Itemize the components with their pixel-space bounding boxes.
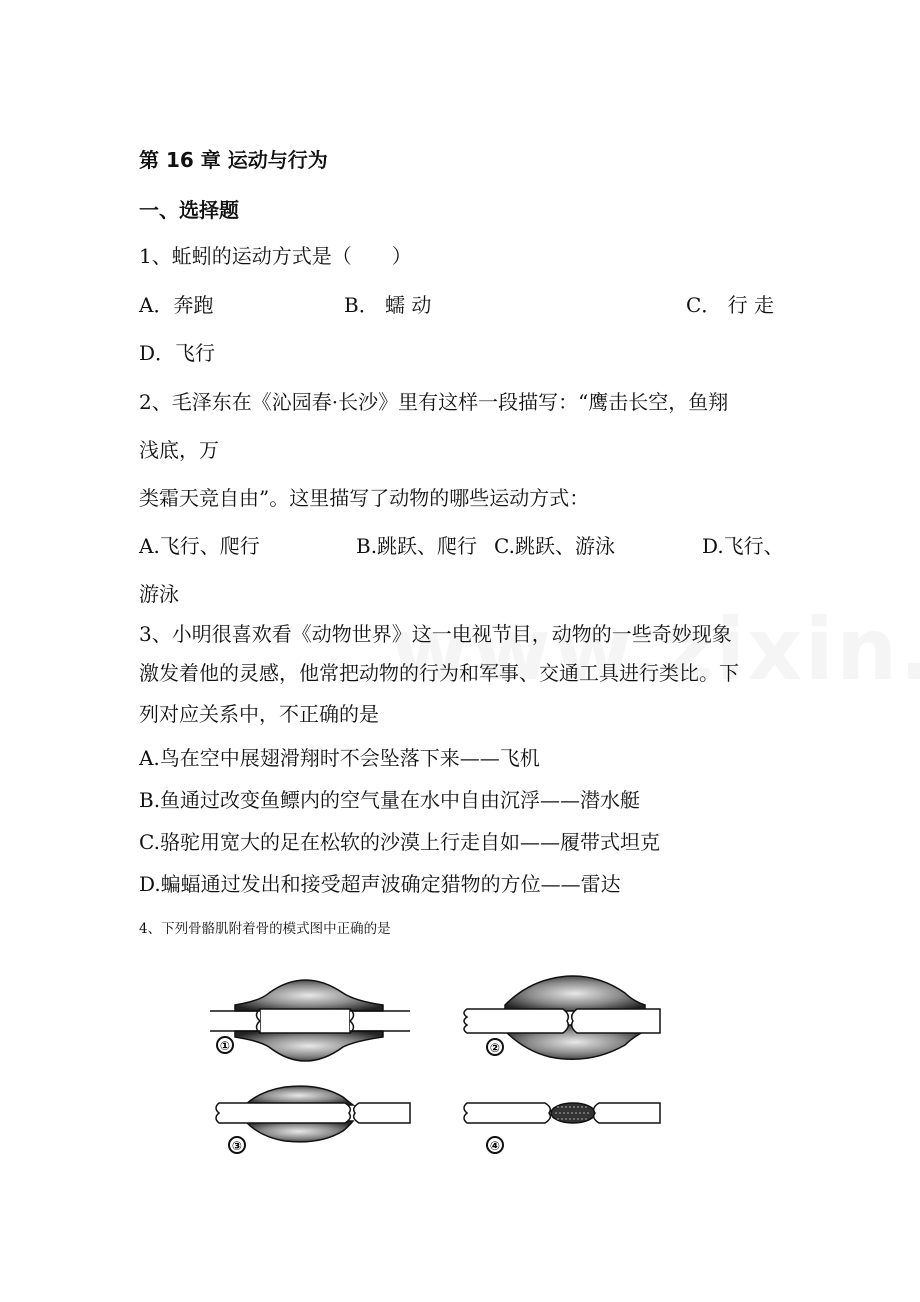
question-4-stem: 4、下列骨骼肌附着骨的模式图中正确的是 (139, 921, 391, 937)
question-3-stem-line-2: 激发着他的灵感，他常把动物的行为和军事、交通工具进行类比。下 (139, 661, 739, 685)
diagram-1 (210, 980, 410, 1061)
diagram-3 (216, 1086, 410, 1142)
svg-text:①: ① (219, 1039, 231, 1053)
question-2-option-c: C.跳跃、游泳 (494, 534, 615, 558)
question-2-stem-line-2: 浅底，万 (139, 438, 219, 462)
svg-text:④: ④ (489, 1139, 501, 1153)
watermark (390, 600, 920, 700)
question-1-option-d: D．飞行 (139, 341, 216, 365)
question-3-stem-line-1: 3、小明很喜欢看《动物世界》这一电视节目，动物的一些奇妙现象 (139, 622, 732, 646)
question-2-option-d: D.飞行、 (702, 534, 784, 558)
question-2-stem-line-1: 2、毛泽东在《沁园春·长沙》里有这样一段描写：“鹰击长空，鱼翔 (139, 390, 729, 414)
chapter-title: 第 16 章 运动与行为 (139, 148, 328, 172)
question-3-option-d: D.蝙蝠通过发出和接受超声波确定猎物的方位——雷达 (139, 872, 621, 896)
diagram-label-1 (217, 1037, 233, 1053)
svg-text:②: ② (489, 1041, 501, 1055)
diagram-label-4 (487, 1137, 503, 1153)
diagram-label-3 (229, 1137, 245, 1153)
question-3-option-c: C.骆驼用宽大的足在松软的沙漠上行走自如——履带式坦克 (139, 830, 660, 854)
muscle-bone-diagram (205, 965, 675, 1160)
diagram-label-2 (487, 1039, 503, 1055)
question-2-option-a: A.飞行、爬行 (139, 534, 260, 558)
question-3-option-a: A.鸟在空中展翅滑翔时不会坠落下来——飞机 (139, 746, 540, 770)
question-1-option-c: C． 行 走 (686, 293, 775, 317)
question-3-stem-line-3: 列对应关系中，不正确的是 (139, 702, 379, 726)
question-1-stem: 1、蚯蚓的运动方式是（ ） (139, 244, 412, 268)
question-2-option-b: B.跳跃、爬行 (356, 534, 478, 558)
question-1-option-b: B． 蠕 动 (344, 293, 432, 317)
question-2-stem-line-3: 类霜天竞自由”。这里描写了动物的哪些运动方式： (139, 486, 590, 510)
question-1-option-a: A．奔跑 (139, 293, 214, 317)
question-3-option-b: B.鱼通过改变鱼鳔内的空气量在水中自由沉浮——潜水艇 (139, 788, 641, 812)
section-title: 一、选择题 (139, 198, 239, 222)
diagram-4 (464, 1103, 660, 1123)
question-2-option-d-cont: 游泳 (139, 582, 179, 606)
svg-text:③: ③ (231, 1139, 243, 1153)
